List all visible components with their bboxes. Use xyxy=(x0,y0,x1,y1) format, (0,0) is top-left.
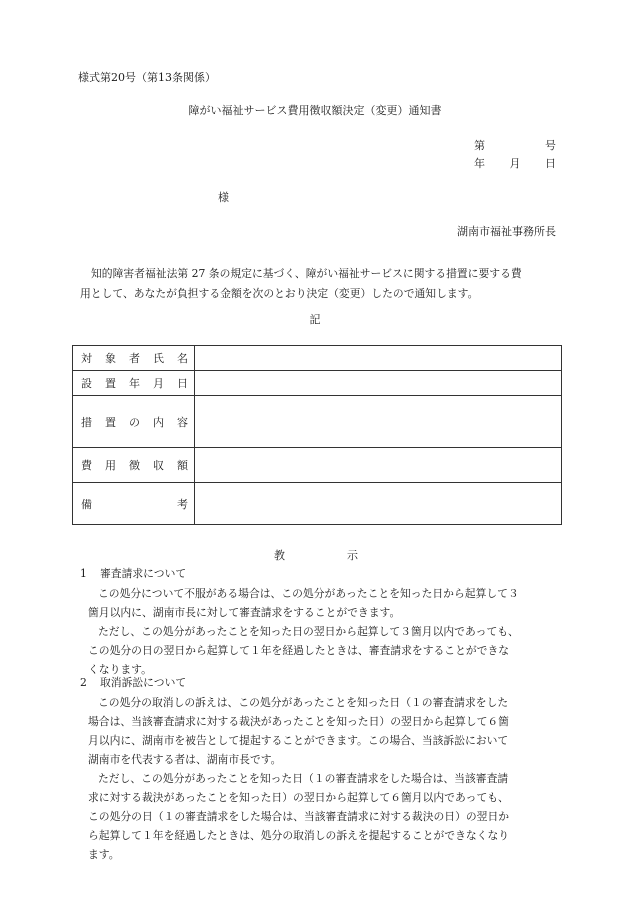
row-label: 設 置 年 月 日 xyxy=(73,371,195,396)
ki-heading: 記 xyxy=(309,313,321,326)
section-paragraph: ただし、この処分があったことを知った日の翌日から起算して３箇月以内であっても、 この処分の日の翌日から起算して１年を経過したときは、審査請求をすることができな くなります。 xyxy=(88,625,519,676)
row-label: 措 置 の 内 容 xyxy=(73,396,195,448)
section-number: 1 xyxy=(80,567,87,580)
body-paragraph xyxy=(80,264,558,304)
document-title: 障がい福祉サービス費用徴収額決定（変更）通知書 xyxy=(188,104,442,117)
subject-name-field[interactable] xyxy=(195,346,562,371)
section-heading xyxy=(80,678,186,689)
measure-content-field[interactable] xyxy=(195,396,562,448)
section-paragraph: ただし、この処分があったことを知った日（１の審査請求をした場合は、当該審査請 求に対する裁決があったことを知った日）の翌日から起算して６箇月以内であっても、 この処分の日（１の審査請求をした場合は、当該審査請求に対する裁決の日）の翌日か ら起算して１年を経過したときは、処分の取消しの訴えを提起することができなくなり ます。 xyxy=(88,772,510,861)
section-number: 2 xyxy=(80,676,87,689)
sender-name: 湖南市福祉事務所長 xyxy=(457,225,556,238)
fee-amount-field[interactable] xyxy=(195,448,562,483)
form-number: 様式第20号（第13条関係） xyxy=(78,71,216,84)
body-line: 用として、あなたが負担する金額を次のとおり決定（変更）したので通知します。 xyxy=(80,287,479,300)
remarks-field[interactable] xyxy=(195,483,562,525)
table-row xyxy=(73,396,562,448)
day-label: 日 xyxy=(545,157,556,170)
document-number-line xyxy=(474,140,556,151)
go-label: 号 xyxy=(545,139,556,152)
dai-label: 第 xyxy=(474,139,485,152)
installation-date-field[interactable] xyxy=(195,371,562,396)
section-title: 審査請求について xyxy=(100,567,187,580)
year-label: 年 xyxy=(474,157,485,170)
section-heading xyxy=(80,569,186,580)
addressee-suffix: 様 xyxy=(218,191,229,204)
row-label: 備 考 xyxy=(73,483,195,525)
table-row xyxy=(73,346,562,371)
table-row xyxy=(73,448,562,483)
table-row xyxy=(73,483,562,525)
date-line xyxy=(474,158,556,169)
section-title: 取消訴訟について xyxy=(100,676,187,689)
month-label: 月 xyxy=(509,157,521,170)
section-paragraph: この処分について不服がある場合は、この処分があったことを知った日から起算して３ 箇月以内に、湖南市長に対して審査請求をすることができます。 xyxy=(88,587,519,619)
body-line: 知的障害者福祉法第 27 条の規定に基づく、障がい福祉サービスに関する措置に要する費 xyxy=(91,267,522,280)
row-label: 対 象 者 氏 名 xyxy=(73,346,195,371)
notice-heading: 教 示 xyxy=(274,549,358,562)
details-table xyxy=(72,345,562,525)
section-paragraph: この処分の取消しの訴えは、この処分があったことを知った日（１の審査請求をした 場合は、当該審査請求に対する裁決があったことを知った日）の翌日から起算して６箇 月以内に、湖南市を被告として提起することができます。この場合、当該訴訟において 湖南市を代表する者は、湖南市長です。 xyxy=(88,696,509,766)
row-label: 費 用 徴 収 額 xyxy=(73,448,195,483)
table-row xyxy=(73,371,562,396)
